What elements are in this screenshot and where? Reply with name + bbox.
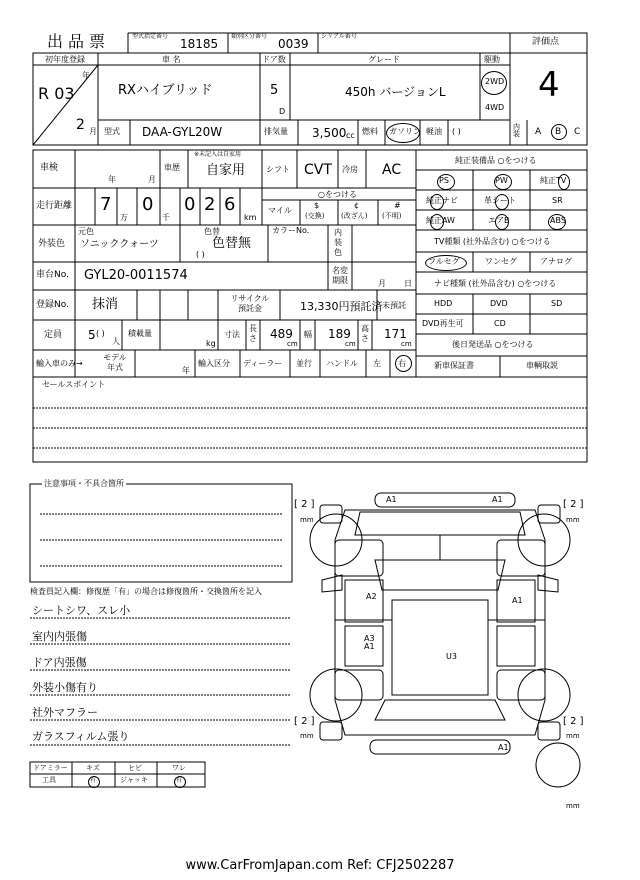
category-value: 0039 [278,37,309,51]
mark-a3: A3 [364,634,375,643]
color-change-value: 色替無 [212,236,252,251]
inspector-line-2: 室内内張傷 [32,630,87,643]
model-year-label: モデル年式 [103,353,127,372]
doors-label: ドア数 [262,55,286,64]
chassis-value: GYL20-0011574 [84,268,188,283]
mileage-digit-2: 0 [142,194,154,215]
inspector-line-1: シートシワ、スレ小 [32,604,131,617]
displacement-value: 3,500 [312,126,347,140]
interior-b: B [555,127,562,137]
category-label: 類別区分番号 [231,33,268,40]
mark-a1-right: A1 [512,596,523,605]
legend-mirror: ドアミラー [33,764,68,772]
notes-label: 注意事項・不具合箇所 [44,479,124,488]
tread-fl-unit: mm [300,516,314,524]
mileage-label: 走行距離 [36,201,73,211]
interior-c: C [574,127,581,137]
displacement-label: 排気量 [264,127,288,136]
import-class-label: 輸入区分 [198,359,230,368]
import-label: 輸入車のみ→ [36,359,83,368]
unpaid-label: 未預託 [382,301,406,310]
mileage-exchange-label: (交換) [305,212,325,220]
inspector-line-6: ガラスフィルム張り [32,730,130,743]
dims-wid-unit: cm [345,340,356,348]
mileage-digit-3: 0 [184,194,196,215]
tread-fr: [ 2 ] [563,499,584,510]
dims-wid-value: 189 [328,327,351,341]
mileage-tampered-label: (改ざん) [341,212,368,220]
drive-4wd: 4WD [485,103,505,112]
ac-value: AC [382,162,402,178]
mileage-exchange: $ [314,201,320,210]
car-name-value: RXハイブリッド [118,83,213,98]
mark-a1-front-left: A1 [386,495,397,504]
tv-analog: アナログ [540,257,572,266]
tread-rl: [ 2 ] [294,716,315,727]
inspection-label: 車検 [40,163,59,173]
model-cert-label: 型式指定番号 [132,33,169,40]
doors-value: 5 [270,83,279,98]
first-reg-label: 初年度登録 [45,55,85,64]
first-reg-month: 2 [76,117,85,133]
mileage-unit: km [244,213,257,222]
ac-label: 冷房 [342,165,358,174]
grade-label: グレード [368,55,400,64]
shift-value: CVT [304,162,332,178]
first-reg-month-unit: 月 [89,127,97,136]
name-change-day: 日 [404,279,412,288]
car-diagram [310,493,580,787]
fuel-value: ガソリン [389,127,421,136]
first-reg-year-unit: 年 [82,71,90,80]
form-title: 出品票 [47,32,111,51]
navi-cd: CD [494,319,506,328]
dims-wid-label: 幅 [304,330,312,339]
load-label: 積載量 [128,329,152,338]
score-value: 4 [538,65,560,105]
mileage-digit-4: 2 [204,194,216,215]
drive-label: 駆動 [484,55,500,64]
colorno-label: カラーNo. [272,226,310,235]
navi-hdd: HDD [434,299,453,308]
eq-sr: SR [552,196,563,205]
model-type-label: 型式 [104,127,120,136]
import-dealer: ディーラー [243,359,283,368]
navi-dvd: DVD [490,299,508,308]
mark-u3: U3 [446,652,457,661]
inspection-month: 月 [148,175,156,184]
mark-a1-front-right: A1 [492,495,503,504]
equipment-title: 純正装備品 ○をつける [455,156,537,165]
eq-airbag: エアB [488,216,510,225]
capacity-value: 5 [88,328,96,342]
dims-hgt-value: 171 [384,327,407,341]
eq-pw: PW [495,176,508,185]
dims-hgt-unit: cm [401,340,412,348]
mileage-man: 万 [120,213,128,222]
navi-sd: SD [551,299,563,308]
shift-label: シフト [266,165,290,174]
recycle-value: 13,330円預託済 [300,300,383,313]
eq-abs: ABS [550,216,566,225]
navi-dvd-play: DVD再生可 [422,319,464,328]
dims-hgt-label: 高さ [361,324,369,343]
registration-label: 登録No. [36,300,69,310]
navi-title: ナビ種類 (社外品含む) ○をつける [434,279,557,288]
legend-tools-value: 有 [90,777,97,784]
later-title: 後日発送品 ○をつける [452,340,534,349]
drive-2wd: 2WD [485,77,505,86]
legend-jack: ジャッキ [120,776,148,784]
capacity-person: 人 [112,337,120,346]
spare-unit: mm [566,802,580,810]
usage-value: 自家用 [206,163,246,178]
color-change-label: 色替 [204,227,220,236]
tv-title: TV種類 (社外品含む) ○をつける [434,237,551,246]
first-reg-era: R 03 [38,84,75,103]
model-cert-value: 18185 [180,37,219,51]
usage-note: ※未記入は自家用 [194,151,242,158]
handle-label: ハンドル [326,359,358,368]
sales-point-label: セールスポイント [42,380,106,389]
footer-ref: www.CarFromJapan.com Ref: CFJ2502287 [185,858,455,873]
dims-len-unit: cm [287,340,298,348]
grade-value: 450h バージョンL [345,85,446,99]
recycle-label: リサイクル預託金 [230,294,270,313]
doors-suffix: D [279,107,286,116]
displacement-unit: cc [346,131,355,140]
tread-rl-unit: mm [300,732,314,740]
mileage-digit-5: 6 [224,194,236,215]
capacity-paren: ( ) [96,329,105,338]
legend-jack-value: 有 [176,777,183,784]
tread-fr-unit: mm [566,516,580,524]
registration-value: 抹消 [92,297,119,312]
legend-crack: ヒビ [128,764,142,772]
mileage-select-note: ○をつける [318,190,357,199]
eq-aw: 純正AW [426,216,455,225]
usage-label: 車歴 [164,163,180,172]
mileage-mile: マイル [268,206,292,215]
fuel-label: 燃料 [362,127,378,136]
eq-ps: PS [439,176,449,185]
import-parallel: 並行 [296,359,312,368]
model-type-value: DAA-GYL20W [142,125,223,139]
inspector-label: 検査員記入欄：修復歴「有」の場合は修復箇所・交換箇所を記入 [30,587,262,596]
dims-len-value: 489 [270,327,293,341]
inspector-line-3: ドア内張傷 [32,656,87,669]
mark-a1-left: A1 [364,642,375,651]
chassis-label: 車台No. [36,270,69,280]
inspection-year: 年 [108,175,116,184]
later-manual: 車輌取説 [526,361,558,370]
later-warranty: 新車保証書 [434,361,474,370]
legend-scratch: キズ [86,764,100,772]
eq-leather: 革シート [484,196,516,205]
mileage-tampered: ¢ [354,201,360,210]
inspector-line-5: 社外マフラー [32,706,98,719]
interior-label: 内装 [513,123,520,138]
legend-tools: 工具 [42,776,56,784]
capacity-label: 定員 [44,330,63,340]
mileage-digit-1: 7 [100,194,112,215]
mileage-unknown-label: (不明) [382,212,402,220]
mark-a1-rear: A1 [498,743,509,752]
car-name-label: 車 名 [162,55,181,64]
fuel-alt-value: ( ) [452,127,461,136]
fuel-alt-label: 軽油 [426,127,442,136]
dims-label: 寸法 [224,330,240,339]
load-unit: kg [206,339,216,348]
handle-right: 右 [398,359,406,368]
mark-a2: A2 [366,592,377,601]
name-change-month: 月 [378,279,386,288]
eq-tv: 純正TV [540,176,567,185]
mileage-unknown: # [394,201,401,210]
tread-fl: [ 2 ] [294,499,315,510]
inspector-line-4: 外装小傷有り [32,681,98,694]
inner-color-label: 内装色 [334,228,342,257]
color-label: 外装色 [38,239,66,249]
tv-oneseg: ワンセグ [485,257,517,266]
score-label: 評価点 [532,37,560,47]
color-paren: ( ) [196,250,205,259]
color-orig-label: 元色 [78,227,94,236]
serial-label: シリアル番号 [321,33,357,40]
tread-rr: [ 2 ] [563,716,584,727]
tv-fullseg: フルセグ [428,257,460,266]
model-year-unit: 年 [182,366,190,375]
legend-break: ワレ [172,764,186,772]
name-change-label: 名変期限 [332,266,348,285]
eq-navi: 純正ナビ [426,196,458,205]
mileage-sen: 千 [162,213,170,222]
color-orig-value: ソニッククォーツ [80,239,159,250]
dims-len-label: 長さ [249,324,257,343]
handle-left: 左 [373,359,381,368]
tread-rr-unit: mm [566,732,580,740]
interior-a: A [535,127,542,137]
